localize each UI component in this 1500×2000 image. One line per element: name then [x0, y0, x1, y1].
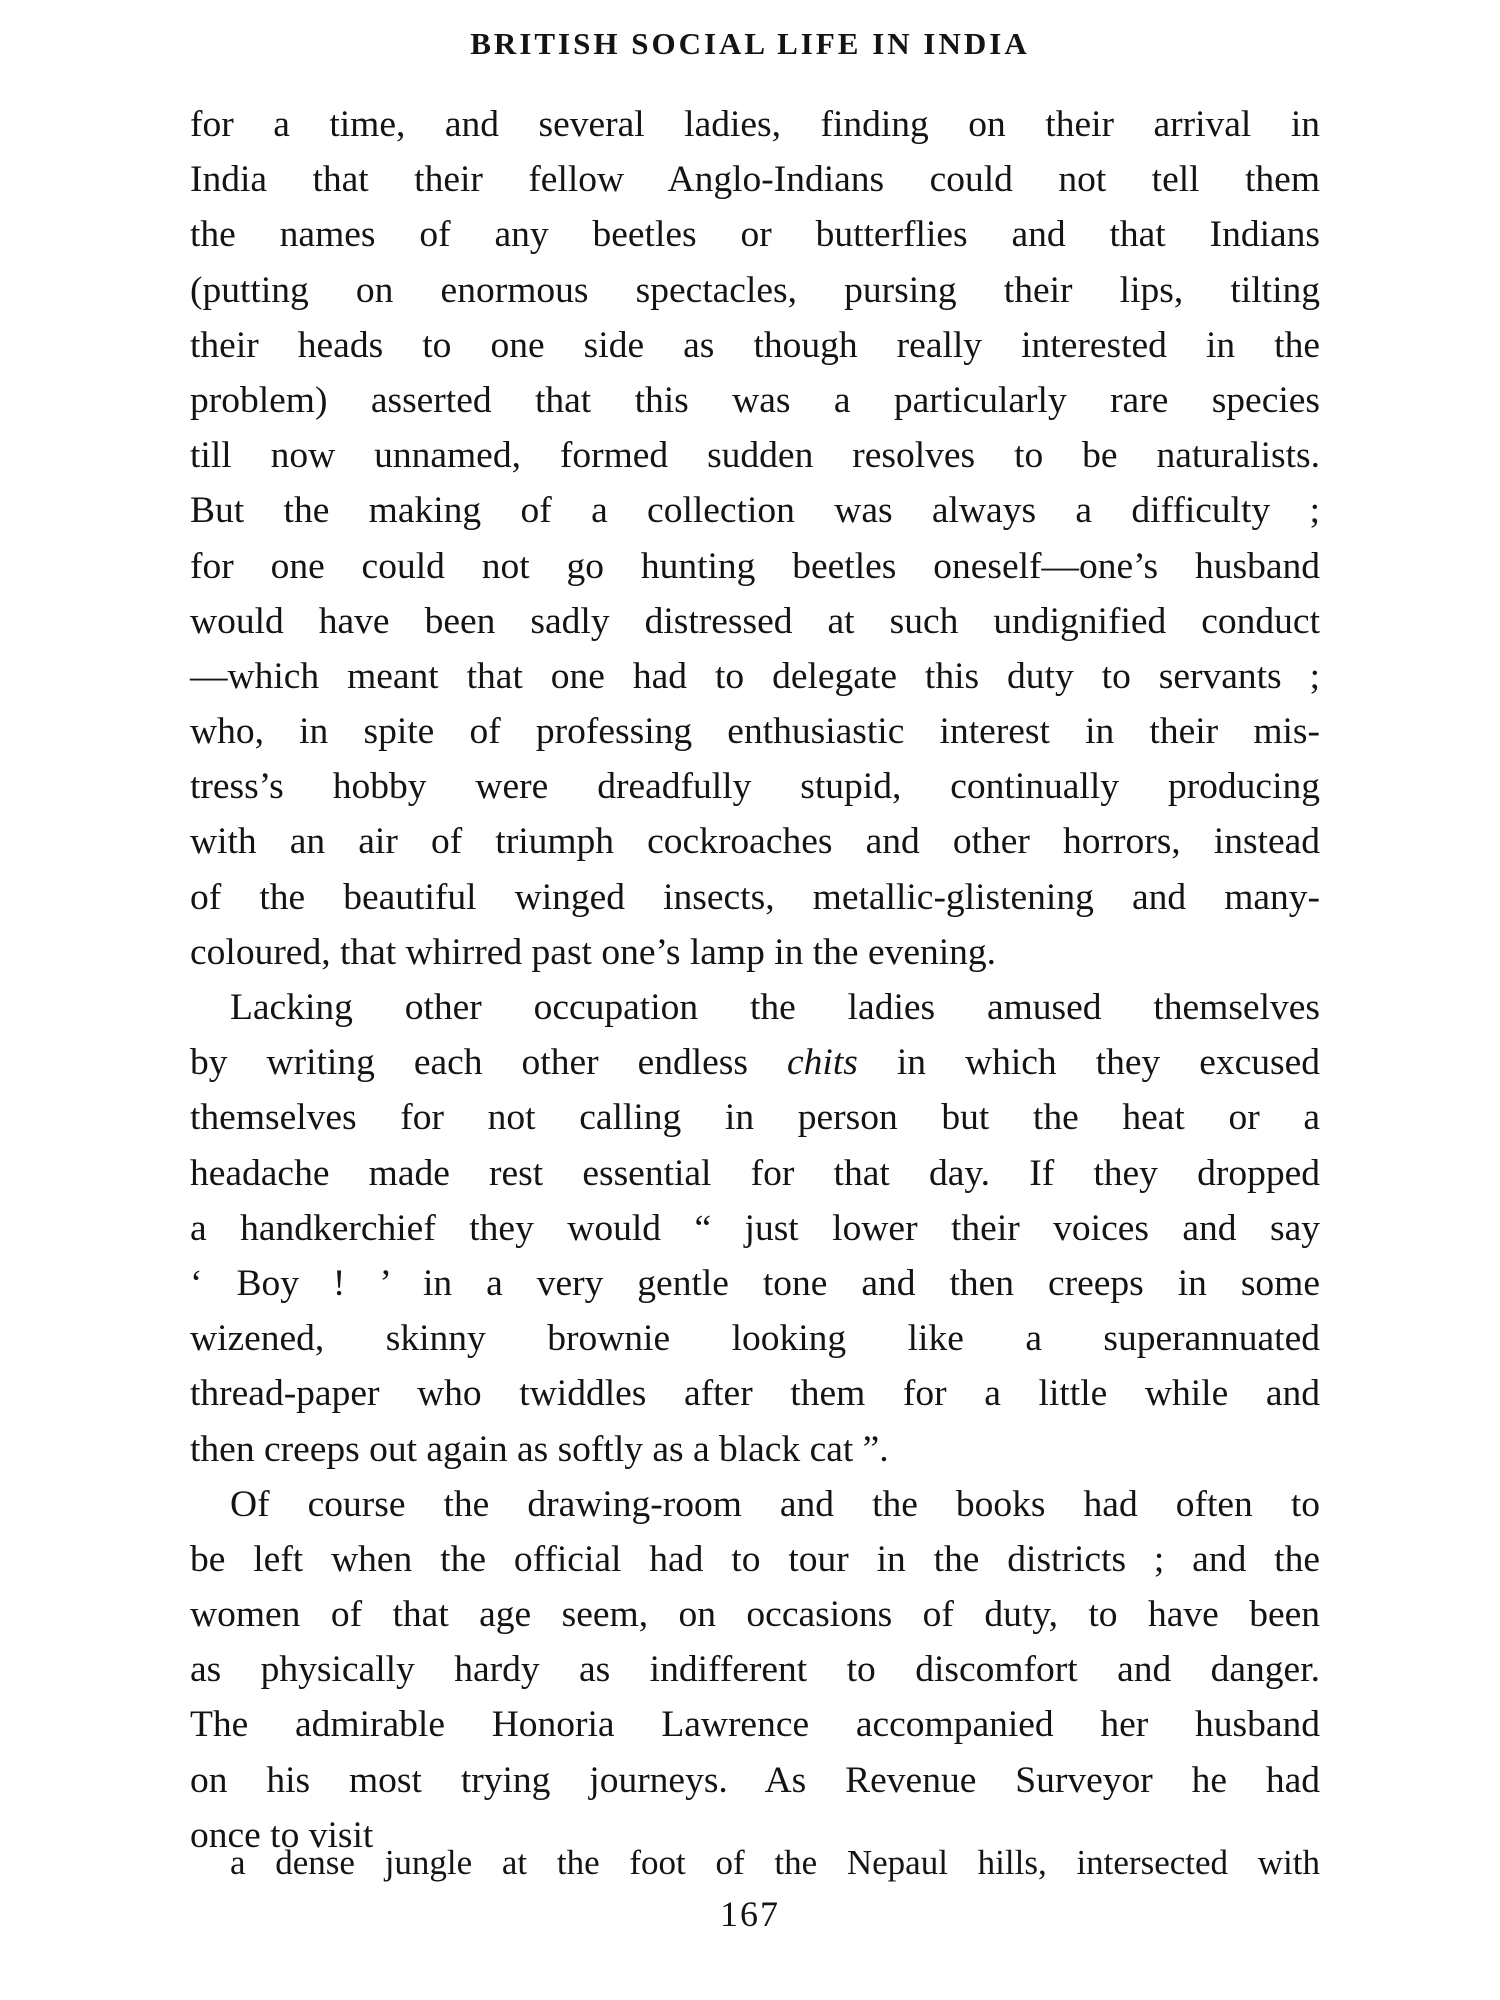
body-text — [190, 97, 1320, 1863]
text-line: of the beautiful winged insects, metallic-glistening and many- — [190, 876, 1320, 918]
text-line: their heads to one side as though really interested in the — [190, 324, 1320, 366]
text-line: for one could not go hunting beetles oneself—one’s husband — [190, 545, 1320, 587]
text-segment: by writing each other endless — [190, 1042, 787, 1084]
text-line: coloured, that whirred past one’s lamp in the evening. — [190, 931, 997, 973]
text-line: then creeps out again as softly as a black cat ”. — [190, 1428, 889, 1470]
text-line: tress’s hobby were dreadfully stupid, continually producing — [190, 766, 1320, 808]
text-line: who, in spite of professing enthusiastic interest in their mis- — [190, 711, 1320, 753]
text-line: as physically hardy as indifferent to discomfort and danger. — [190, 1649, 1320, 1691]
text-line: women of that age seem, on occasions of duty, to have been — [190, 1594, 1320, 1636]
text-line: with an air of triumph cockroaches and other horrors, instead — [190, 821, 1320, 863]
text-line: wizened, skinny brownie looking like a superannuated — [190, 1318, 1320, 1360]
text-line: on his most trying journeys. As Revenue Surveyor he had — [190, 1759, 1320, 1801]
text-line: thread-paper who twiddles after them for a little while and — [190, 1373, 1320, 1415]
text-line: for a time, and several ladies, finding on their arrival in — [190, 104, 1320, 145]
text-line: —which meant that one had to delegate this duty to servants ; — [190, 655, 1320, 697]
text-line: be left when the official had to tour in the districts ; and the — [190, 1538, 1320, 1580]
text-line: once to visit — [190, 1814, 374, 1856]
text-line: The admirable Honoria Lawrence accompanied her husband — [190, 1704, 1320, 1746]
page-number: 167 — [720, 1894, 780, 1934]
text-line — [190, 1035, 1320, 1090]
running-head: BRITISH SOCIAL LIFE IN INDIA — [470, 26, 1030, 61]
text-line: a handkerchief they would “ just lower their voices and say — [190, 1207, 1320, 1249]
text-line: But the making of a collection was always a difficulty ; — [190, 490, 1320, 532]
text-line: (putting on enormous spectacles, pursing their lips, tilting — [190, 269, 1320, 311]
text-line: would have been sadly distressed at such undignified conduct — [190, 600, 1320, 642]
text-line: Lacking other occupation the ladies amused themselves — [230, 987, 1320, 1028]
text-line: Of course the drawing-room and the books had often to — [230, 1483, 1320, 1525]
text-line: problem) asserted that this was a particularly rare species — [190, 379, 1320, 421]
text-line: themselves for not calling in person but the heat or a — [190, 1097, 1320, 1139]
text-line: the names of any beetles or butterflies and that Indians — [190, 214, 1320, 256]
text-line: India that their fellow Anglo-Indians could not tell them — [190, 159, 1320, 201]
italic-term: chits — [787, 1042, 858, 1084]
text-line: ‘ Boy ! ’ in a very gentle tone and then creeps in some — [190, 1262, 1320, 1304]
text-segment: in which they excused — [857, 1042, 1321, 1084]
text-line: headache made rest essential for that day. If they dropped — [190, 1152, 1320, 1194]
text-line: till now unnamed, formed sudden resolves to be naturalists. — [190, 435, 1320, 477]
block-quote: a dense jungle at the foot of the Nepaul hills, intersected with — [230, 1843, 1320, 1882]
